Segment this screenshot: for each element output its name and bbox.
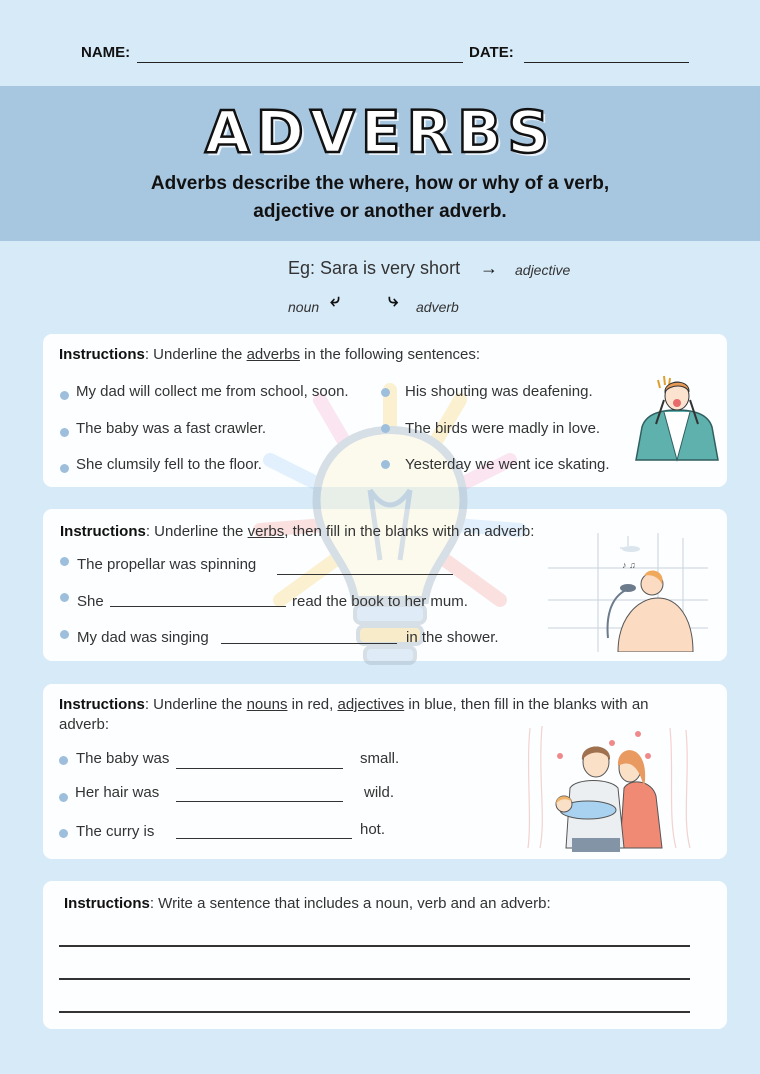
instructions-keyword: nouns <box>246 696 288 713</box>
instructions-keyword: verbs <box>247 523 285 540</box>
svg-text:♪ ♫: ♪ ♫ <box>622 560 636 570</box>
instructions-text: adverb: <box>59 716 110 733</box>
name-field[interactable] <box>137 62 463 63</box>
writing-line[interactable] <box>59 1011 690 1013</box>
answer-blank[interactable] <box>176 768 343 769</box>
fill-blank-item-after: hot. <box>360 821 386 838</box>
answer-blank[interactable] <box>176 838 352 839</box>
sentence-item: The baby was a fast crawler. <box>76 420 267 437</box>
instructions-label: Instructions <box>60 523 146 540</box>
fill-blank-item-before: The baby was <box>76 750 170 767</box>
curved-arrow-icon: ⤷ <box>388 290 399 310</box>
sentence-item: She clumsily fell to the floor. <box>76 456 262 473</box>
example-sentence: Eg: Sara is very short <box>288 258 461 278</box>
bullet-icon <box>59 756 68 765</box>
instructions-text: , then fill in the blanks with an adverb: <box>284 523 535 540</box>
instructions-2 <box>60 523 534 540</box>
bullet-icon <box>60 391 69 400</box>
fill-blank-item-after: small. <box>360 750 400 767</box>
sentence-item: The birds were madly in love. <box>405 420 601 437</box>
instructions-keyword: adjectives <box>337 696 405 713</box>
definition-line-1: Adverbs describe the where, how or why of a verb, <box>150 173 610 194</box>
writing-line[interactable] <box>59 945 690 947</box>
page-title: ADVERBS <box>204 98 556 166</box>
curved-arrow-icon: ⤶ <box>330 290 341 310</box>
bullet-icon <box>381 460 390 469</box>
fill-blank-item-before: She <box>77 593 104 610</box>
sentence-item: My dad will collect me from school, soon. <box>76 383 349 400</box>
instructions-1 <box>59 346 480 363</box>
instructions-label: Instructions <box>59 346 145 363</box>
answer-blank[interactable] <box>221 643 397 644</box>
fill-blank-item-before: The curry is <box>76 823 155 840</box>
date-label: DATE: <box>469 44 514 61</box>
definition-line-2: adjective or another adverb. <box>253 201 507 222</box>
bullet-icon <box>60 464 69 473</box>
instructions-4 <box>64 895 551 912</box>
name-label: NAME: <box>81 44 131 61</box>
tag-adverb: adverb <box>416 299 459 315</box>
bullet-icon <box>60 630 69 639</box>
instructions-text: : Underline the <box>144 696 247 713</box>
answer-blank[interactable] <box>110 606 286 607</box>
instructions-text: in blue, then fill in the blanks with an <box>404 696 649 713</box>
family-with-baby-illustration-icon <box>520 718 700 852</box>
fill-blank-item-before: My dad was singing <box>77 629 209 646</box>
fill-blank-item-after: wild. <box>364 784 395 801</box>
fill-blank-item-before: Her hair was <box>75 784 160 801</box>
sentence-item: Yesterday we went ice skating. <box>405 456 610 473</box>
instructions-text: in the following sentences: <box>299 346 481 363</box>
arrow-right-icon: → <box>480 258 498 278</box>
bullet-icon <box>60 428 69 437</box>
example-block <box>288 258 608 322</box>
instructions-label: Instructions <box>59 696 145 713</box>
bullet-icon <box>60 593 69 602</box>
fill-blank-item-after: in the shower. <box>406 629 499 646</box>
sentence-item: His shouting was deafening. <box>405 383 593 400</box>
instructions-text: : Write a sentence that includes a noun, verb and an adverb: <box>149 895 551 912</box>
date-field[interactable] <box>524 62 689 63</box>
bullet-icon <box>59 829 68 838</box>
instructions-text: in red, <box>287 696 338 713</box>
name-date-row <box>81 42 691 66</box>
tag-noun: noun <box>288 299 320 315</box>
person-shouting-illustration-icon <box>634 372 720 462</box>
instructions-text: : Underline the <box>145 523 248 540</box>
tag-adjective: adjective <box>515 262 571 278</box>
bullet-icon <box>60 557 69 566</box>
bullet-icon <box>381 388 390 397</box>
fill-blank-item-after: read the book to her mum. <box>292 593 468 610</box>
man-singing-in-shower-illustration-icon <box>548 528 708 652</box>
bullet-icon <box>59 793 68 802</box>
instructions-text: : Underline the <box>144 346 247 363</box>
fill-blank-item-before: The propellar was spinning <box>77 556 257 573</box>
definition-text <box>0 170 760 226</box>
instructions-label: Instructions <box>64 895 150 912</box>
writing-line[interactable] <box>59 978 690 980</box>
answer-blank[interactable] <box>176 801 343 802</box>
bullet-icon <box>381 424 390 433</box>
answer-blank[interactable] <box>277 574 453 575</box>
instructions-keyword: adverbs <box>246 346 300 363</box>
